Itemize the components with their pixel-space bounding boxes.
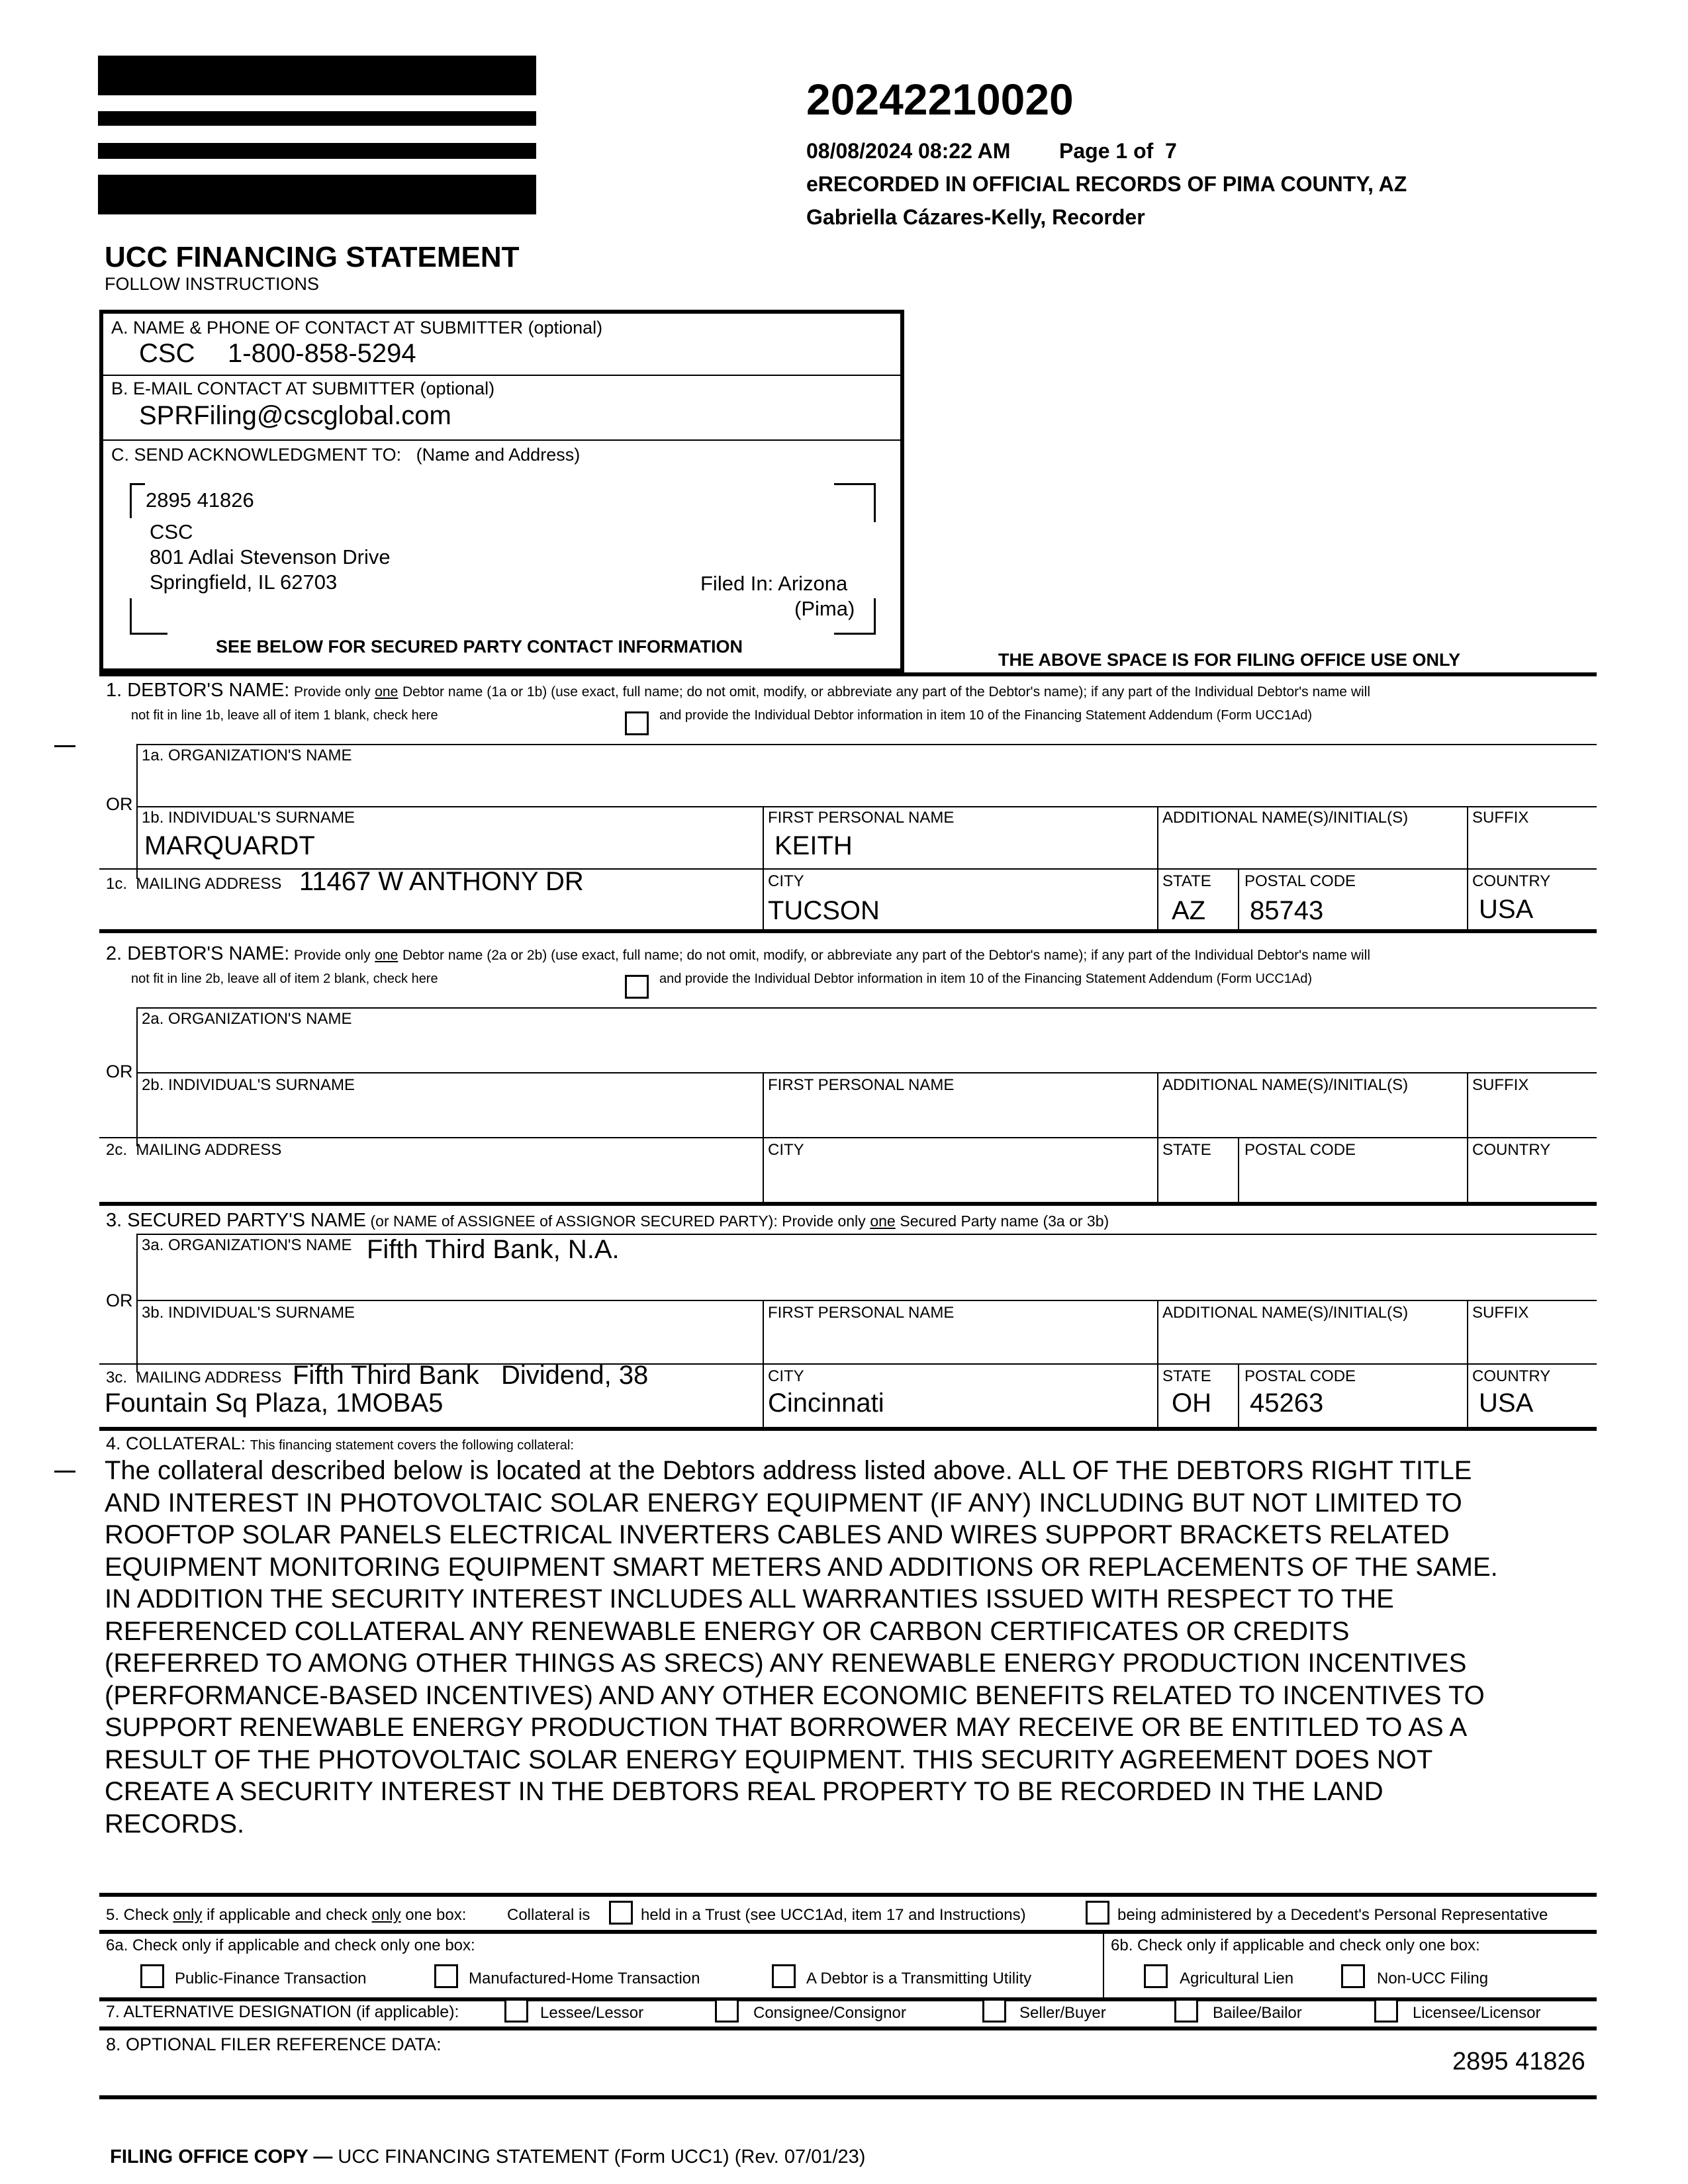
barcode-bar-2: [98, 111, 536, 126]
collateral-line: CREATE A SECURITY INTEREST IN THE DEBTORS REAL PROPERTY TO BE RECORDED IN THE LAND: [105, 1777, 1383, 1806]
col-rule: [1238, 868, 1239, 929]
submitter-b-label: B. E-MAIL CONTACT AT SUBMITTER (optional): [111, 379, 495, 398]
col-rule: [1467, 806, 1468, 929]
debtor1-country: USA: [1479, 895, 1534, 924]
debtor1-heading-one: one: [375, 684, 399, 700]
debtor2-first-label: FIRST PERSONAL NAME: [768, 1076, 955, 1094]
item6a-opt-manufactured: Manufactured-Home Transaction: [469, 1970, 700, 1987]
item5-collateral-is: Collateral is: [507, 1906, 590, 1924]
col-rule: [136, 744, 138, 879]
barcode-bar-1: [98, 56, 536, 95]
secured-first-label: FIRST PERSONAL NAME: [768, 1304, 955, 1322]
collateral-line: EQUIPMENT MONITORING EQUIPMENT SMART METERS AND ADDITIONS OR REPLACEMENTS OF THE SAME.: [105, 1552, 1498, 1582]
collateral-line: (PERFORMANCE-BASED INCENTIVES) AND ANY OTHER ECONOMIC BENEFITS RELATED TO INCENTIVES TO: [105, 1680, 1485, 1710]
manufactured-home-checkbox[interactable]: [434, 1964, 458, 1988]
divider: [103, 375, 900, 376]
secured-country-label: COUNTRY: [1472, 1367, 1551, 1385]
debtor2-mail-label: 2c. MAILING ADDRESS: [106, 1141, 282, 1159]
secured-state-label: STATE: [1162, 1367, 1211, 1385]
filed-in: Filed In: Arizona: [700, 572, 848, 595]
secured-org-label: 3a. ORGANIZATION'S NAME: [142, 1236, 352, 1254]
item5-trust: held in a Trust (see UCC1Ad, item 17 and Instructions): [641, 1906, 1026, 1924]
form-title: UCC FINANCING STATEMENT: [105, 241, 520, 273]
debtor1-heading-num: 1. DEBTOR'S NAME:: [106, 680, 290, 701]
item7-opt-seller: Seller/Buyer: [1019, 2004, 1106, 2022]
debtor1-heading-pre: Provide only: [294, 684, 371, 700]
collateral-heading-num: 4. COLLATERAL:: [106, 1433, 246, 1453]
licensee-checkbox[interactable]: [1374, 1999, 1398, 2023]
form-subtitle: FOLLOW INSTRUCTIONS: [105, 274, 320, 294]
debtor2-heading-post: Debtor name (2a or 2b) (use exact, full name; do not omit, modify, or abbreviate any part of the Debtor's name); if any part of the Individual Debtor's name will: [402, 948, 1370, 963]
item6b-opt-nonucc: Non-UCC Filing: [1377, 1970, 1489, 1987]
consignee-checkbox[interactable]: [715, 1999, 739, 2023]
item5-label-b: if applicable and check: [207, 1906, 367, 1924]
secured-suffix-label: SUFFIX: [1472, 1304, 1529, 1322]
secured-heading-one: one: [870, 1212, 896, 1230]
debtor1-postal-label: POSTAL CODE: [1244, 872, 1356, 890]
debtor2-heading-line2: not fit in line 2b, leave all of item 2 blank, check here: [131, 972, 438, 986]
debtor1-first-label: FIRST PERSONAL NAME: [768, 809, 955, 827]
debtor1-mail: 11467 W ANTHONY DR: [299, 867, 584, 896]
collateral-line: RESULT OF THE PHOTOVOLTAIC SOLAR ENERGY EQUIPMENT. THIS SECURITY AGREEMENT DOES NOT: [105, 1745, 1433, 1774]
row-rule: [99, 1137, 1597, 1138]
item7-opt-licensee: Licensee/Licensor: [1413, 2004, 1541, 2022]
secured-mail-line1: Fifth Third Bank Dividend, 38: [293, 1361, 649, 1390]
secured-city-label: CITY: [768, 1367, 804, 1385]
debtor1-heading-line2b: and provide the Individual Debtor information in item 10 of the Financing Statement Addendum (Form UCC1Ad): [659, 708, 1313, 723]
section-rule: [99, 2095, 1597, 2099]
submitter-name: CSC: [139, 339, 195, 368]
filing-office-note: THE ABOVE SPACE IS FOR FILING OFFICE USE ONLY: [998, 650, 1461, 670]
col-rule: [1238, 1363, 1239, 1427]
collateral-line: (REFERRED TO AMONG OTHER THINGS AS SRECS) ANY RENEWABLE ENERGY PRODUCTION INCENTIVES: [105, 1649, 1467, 1678]
debtor2-state-label: STATE: [1162, 1141, 1211, 1159]
collateral-line: AND INTEREST IN PHOTOVOLTAIC SOLAR ENERGY EQUIPMENT (IF ANY) INCLUDING BUT NOT LIMITED TO: [105, 1488, 1462, 1518]
margin-mark: [54, 1471, 75, 1473]
debtor2-suffix-label: SUFFIX: [1472, 1076, 1529, 1094]
see-below-note: SEE BELOW FOR SECURED PARTY CONTACT INFORMATION: [216, 637, 743, 657]
item7-opt-lessee: Lessee/Lessor: [540, 2004, 644, 2022]
item7-opt-consignee: Consignee/Consignor: [753, 2004, 906, 2022]
item6b-label: 6b. Check only if applicable and check only one box:: [1111, 1936, 1480, 1954]
lessee-checkbox[interactable]: [504, 1999, 528, 2023]
barcode-bar-4: [98, 175, 536, 214]
debtor1-surname: MARQUARDT: [144, 831, 315, 860]
item6a-opt-utility: A Debtor is a Transmitting Utility: [806, 1970, 1032, 1987]
seller-checkbox[interactable]: [982, 1999, 1006, 2023]
item5-label-a: 5. Check: [106, 1906, 169, 1924]
collateral-line: RECORDS.: [105, 1809, 245, 1839]
debtor2-individual-checkbox[interactable]: [625, 975, 649, 999]
debtor1-surname-label: 1b. INDIVIDUAL'S SURNAME: [142, 809, 355, 827]
section-rule: [99, 1202, 1597, 1206]
non-ucc-checkbox[interactable]: [1341, 1964, 1365, 1988]
debtor2-heading-pre: Provide only: [294, 948, 371, 963]
recorded-line: eRECORDED IN OFFICIAL RECORDS OF PIMA COUNTY, AZ: [806, 172, 1407, 196]
collateral-line: REFERENCED COLLATERAL ANY RENEWABLE ENERGY OR CARBON CERTIFICATES OR CREDITS: [105, 1616, 1350, 1646]
debtor2-heading-one: one: [375, 948, 399, 963]
trust-checkbox[interactable]: [609, 1901, 633, 1925]
debtor2-heading-num: 2. DEBTOR'S NAME:: [106, 943, 290, 964]
item5-label-c: one box:: [405, 1906, 467, 1924]
secured-heading: [106, 1210, 1109, 1232]
row-rule: [136, 1300, 1597, 1301]
debtor2-city-label: CITY: [768, 1141, 804, 1159]
row-rule: [136, 1072, 1597, 1073]
submitter-phone: 1-800-858-5294: [228, 339, 416, 368]
section-rule: [99, 1427, 1597, 1431]
section-rule: [99, 672, 1597, 676]
section-rule: [99, 1997, 1597, 2001]
debtor1-org-label: 1a. ORGANIZATION'S NAME: [142, 747, 352, 764]
col-rule: [1238, 1137, 1239, 1202]
margin-mark: [54, 745, 75, 747]
debtor2-or: OR: [106, 1062, 133, 1081]
collateral-line: IN ADDITION THE SECURITY INTEREST INCLUDES ALL WARRANTIES ISSUED WITH RESPECT TO THE: [105, 1584, 1394, 1614]
decedent-checkbox[interactable]: [1086, 1901, 1109, 1925]
item8-value: 2895 41826: [1452, 2048, 1585, 2075]
file-number: 20242210020: [806, 75, 1074, 124]
section-rule: [99, 1893, 1597, 1897]
divider: [103, 439, 900, 441]
debtor1-heading-line2: not fit in line 1b, leave all of item 1 blank, check here: [131, 708, 438, 723]
secured-heading-num: 3. SECURED PARTY'S NAME: [106, 1210, 366, 1231]
debtor1-heading: [106, 680, 1370, 702]
collateral-line: ROOFTOP SOLAR PANELS ELECTRICAL INVERTERS CABLES AND WIRES SUPPORT BRACKETS RELATED: [105, 1520, 1450, 1549]
recording-date: 08/08/2024 08:22 AM: [806, 139, 1011, 163]
secured-mail-line2: Fountain Sq Plaza, 1MOBA5: [105, 1388, 444, 1418]
collateral-heading: [106, 1433, 574, 1454]
item6b-opt-agricultural: Agricultural Lien: [1180, 1970, 1294, 1987]
col-rule: [136, 1234, 138, 1373]
item5-label-only2: only: [371, 1906, 401, 1924]
debtor2-heading: [106, 943, 1370, 965]
debtor1-state: AZ: [1172, 896, 1206, 925]
debtor2-addl-label: ADDITIONAL NAME(S)/INITIAL(S): [1162, 1076, 1409, 1094]
debtor1-city-label: CITY: [768, 872, 804, 890]
secured-addl-label: ADDITIONAL NAME(S)/INITIAL(S): [1162, 1304, 1409, 1322]
submitter-c-label: C. SEND ACKNOWLEDGMENT TO: (Name and Address): [111, 445, 581, 465]
row-rule: [136, 1234, 1597, 1235]
row-rule: [136, 1007, 1597, 1009]
submitter-a-label: A. NAME & PHONE OF CONTACT AT SUBMITTER (optional): [111, 318, 603, 338]
secured-or: OR: [106, 1291, 133, 1310]
transmitting-utility-checkbox[interactable]: [772, 1964, 796, 1988]
corner-bracket: [130, 483, 145, 518]
debtor2-heading-line2b: and provide the Individual Debtor information in item 10 of the Financing Statement Addendum (Form UCC1Ad): [659, 972, 1313, 986]
section-rule: [99, 2026, 1597, 2030]
page-count: Page 1 of 7: [1059, 139, 1177, 163]
item6a-label: 6a. Check only if applicable and check only one box:: [106, 1936, 475, 1954]
col-rule: [1103, 1930, 1104, 2000]
ack-line-3: 801 Adlai Stevenson Drive: [150, 545, 391, 569]
debtor1-first: KEITH: [774, 831, 853, 860]
section-rule: [99, 1930, 1597, 1934]
secured-mail-label: 3c. MAILING ADDRESS: [106, 1369, 282, 1387]
item8-label: 8. OPTIONAL FILER REFERENCE DATA:: [106, 2034, 442, 2054]
col-rule: [763, 806, 764, 929]
agricultural-lien-checkbox[interactable]: [1144, 1964, 1168, 1988]
public-finance-checkbox[interactable]: [140, 1964, 164, 1988]
debtor1-city: TUCSON: [768, 896, 880, 925]
debtor2-country-label: COUNTRY: [1472, 1141, 1551, 1159]
debtor2-postal-label: POSTAL CODE: [1244, 1141, 1356, 1159]
debtor1-state-label: STATE: [1162, 872, 1211, 890]
secured-postal-label: POSTAL CODE: [1244, 1367, 1356, 1385]
secured-heading-post: Secured Party name (3a or 3b): [900, 1212, 1109, 1230]
section-rule: [99, 929, 1597, 933]
collateral-text: [105, 1455, 1587, 1840]
item7-label: 7. ALTERNATIVE DESIGNATION (if applicable):: [106, 2003, 459, 2021]
ack-line-1: 2895 41826: [146, 488, 254, 512]
item6a-opt-public: Public-Finance Transaction: [175, 1970, 367, 1987]
bailee-checkbox[interactable]: [1174, 1999, 1198, 2023]
secured-surname-label: 3b. INDIVIDUAL'S SURNAME: [142, 1304, 355, 1322]
ack-line-4: Springfield, IL 62703: [150, 570, 338, 594]
footer-rest: UCC FINANCING STATEMENT (Form UCC1) (Rev. 07/01/23): [332, 2146, 866, 2167]
collateral-line: The collateral described below is located at the Debtors address listed above. ALL OF THE DEBTORS RIGHT TITLE: [105, 1456, 1472, 1485]
item5-label-only1: only: [173, 1906, 203, 1924]
debtor1-or: OR: [106, 794, 133, 814]
recorder-line: Gabriella Cázares-Kelly, Recorder: [806, 205, 1145, 229]
debtor1-postal: 85743: [1250, 896, 1324, 925]
filed-county: (Pima): [794, 597, 855, 620]
secured-state: OH: [1172, 1388, 1211, 1418]
footer-bold: FILING OFFICE COPY —: [110, 2146, 333, 2167]
debtor2-org-label: 2a. ORGANIZATION'S NAME: [142, 1010, 352, 1028]
corner-bracket: [834, 483, 876, 522]
col-rule: [1157, 806, 1158, 929]
secured-heading-pre: (or NAME of ASSIGNEE of ASSIGNOR SECURED PARTY): Provide only: [370, 1212, 866, 1230]
debtor2-surname-label: 2b. INDIVIDUAL'S SURNAME: [142, 1076, 355, 1094]
collateral-line: SUPPORT RENEWABLE ENERGY PRODUCTION THAT BORROWER MAY RECEIVE OR BE ENTITLED TO AS A: [105, 1713, 1468, 1742]
debtor1-heading-post: Debtor name (1a or 1b) (use exact, full name; do not omit, modify, or abbreviate any part of the Debtor's name); if any part of the Individual Debtor's name will: [402, 684, 1370, 700]
debtor1-addl-label: ADDITIONAL NAME(S)/INITIAL(S): [1162, 809, 1409, 827]
corner-bracket: [130, 598, 167, 635]
ack-line-2: CSC: [150, 520, 193, 543]
secured-org: Fifth Third Bank, N.A.: [367, 1235, 620, 1264]
item5-label: [106, 1906, 466, 1925]
row-rule: [136, 744, 1597, 745]
collateral-heading-text: This financing statement covers the following collateral:: [250, 1438, 574, 1453]
debtor1-country-label: COUNTRY: [1472, 872, 1551, 890]
debtor1-mail-label: 1c. MAILING ADDRESS: [106, 875, 282, 893]
secured-country: USA: [1479, 1388, 1534, 1418]
col-rule: [136, 1007, 138, 1146]
item5-decedent: being administered by a Decedent's Personal Representative: [1117, 1906, 1548, 1924]
footer: [99, 2124, 865, 2168]
barcode-bar-3: [98, 143, 536, 159]
debtor1-individual-checkbox[interactable]: [625, 711, 649, 735]
debtor1-suffix-label: SUFFIX: [1472, 809, 1529, 827]
secured-postal: 45263: [1250, 1388, 1324, 1418]
row-rule: [136, 806, 1597, 807]
submitter-email: SPRFiling@cscglobal.com: [139, 401, 451, 430]
item7-opt-bailee: Bailee/Bailor: [1213, 2004, 1302, 2022]
secured-city: Cincinnati: [768, 1388, 884, 1418]
